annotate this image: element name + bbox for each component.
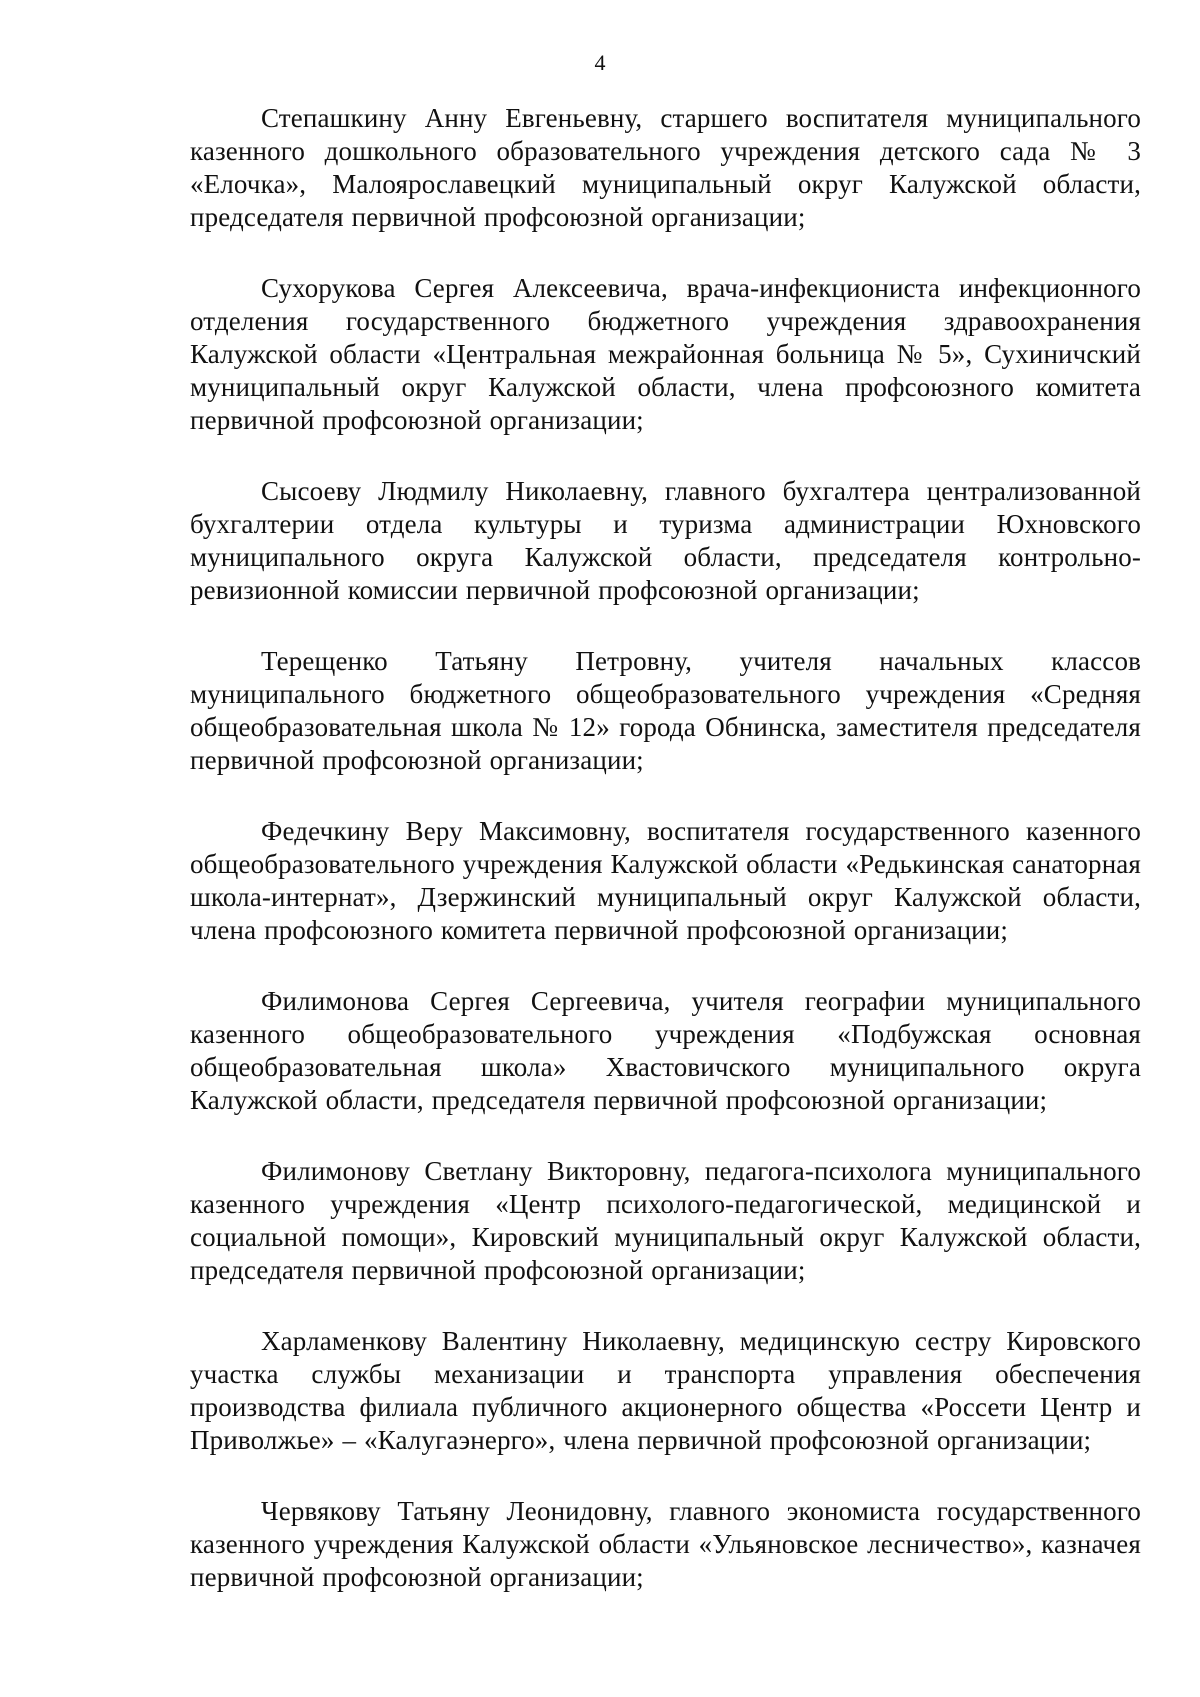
paragraph-stepashkina: Степашкину Анну Евгеньевну, старшего воспитателя муниципального казенного дошкольного образовательного учреждения детского сада № 3 «Елочка», Малоярославецкий муниципальный округ Калужской области, председателя первичной профсоюзной организации; <box>190 103 1141 232</box>
page-number: 4 <box>594 50 606 75</box>
paragraph-chervyakova: Червякову Татьяну Леонидовну, главного экономиста государственного казенного учреждения Калужской области «Ульяновское лесничество», казначея первичной профсоюзной организации; <box>190 1496 1141 1592</box>
paragraph-fedechkina: Федечкину Веру Максимовну, воспитателя государственного казенного общеобразовательного учреждения Калужской области «Редькинская санаторная школа-интернат», Дзержинский муниципальный округ Калужской области, члена профсоюзного комитета первичной профсоюзной организации; <box>190 816 1141 945</box>
paragraph-tereshchenko: Терещенко Татьяну Петровну, учителя начальных классов муниципального бюджетного общеобразовательного учреждения «Средняя общеобразовательная школа № 12» города Обнинска, заместителя председателя первичной профсоюзной организации; <box>190 646 1141 775</box>
paragraph-sukhorukov: Сухорукова Сергея Алексеевича, врача-инфекциониста инфекционного отделения государственного бюджетного учреждения здравоохранения Калужской области «Центральная межрайонная больница № 5», Сухиничский муниципальный округ Калужской области, члена профсоюзного комитета первичной профсоюзной организации; <box>190 273 1141 435</box>
paragraph-filimonova: Филимонову Светлану Викторовну, педагога-психолога муниципального казенного учреждения «Центр психолого-педагогической, медицинской и социальной помощи», Кировский муниципальный округ Калужской области, председателя первичной профсоюзной организации; <box>190 1156 1141 1285</box>
paragraph-sysoeva: Сысоеву Людмилу Николаевну, главного бухгалтера централизованной бухгалтерии отдела культуры и туризма администрации Юхновского муниципального округа Калужской области, председателя контрольно-ревизионной комиссии первичной профсоюзной организации; <box>190 476 1141 605</box>
document-body <box>190 102 1141 1594</box>
paragraph-filimonov: Филимонова Сергея Сергеевича, учителя географии муниципального казенного общеобразовательного учреждения «Подбужская основная общеобразовательная школа» Хвастовичского муниципального округа Калужской области, председателя первичной профсоюзной организации; <box>190 986 1141 1115</box>
paragraph-kharlamenkova: Харламенкову Валентину Николаевну, медицинскую сестру Кировского участка службы механизации и транспорта управления обеспечения производства филиала публичного акционерного общества «Россети Центр и Приволжье» – «Калугаэнерго», члена первичной профсоюзной организации; <box>190 1326 1141 1455</box>
